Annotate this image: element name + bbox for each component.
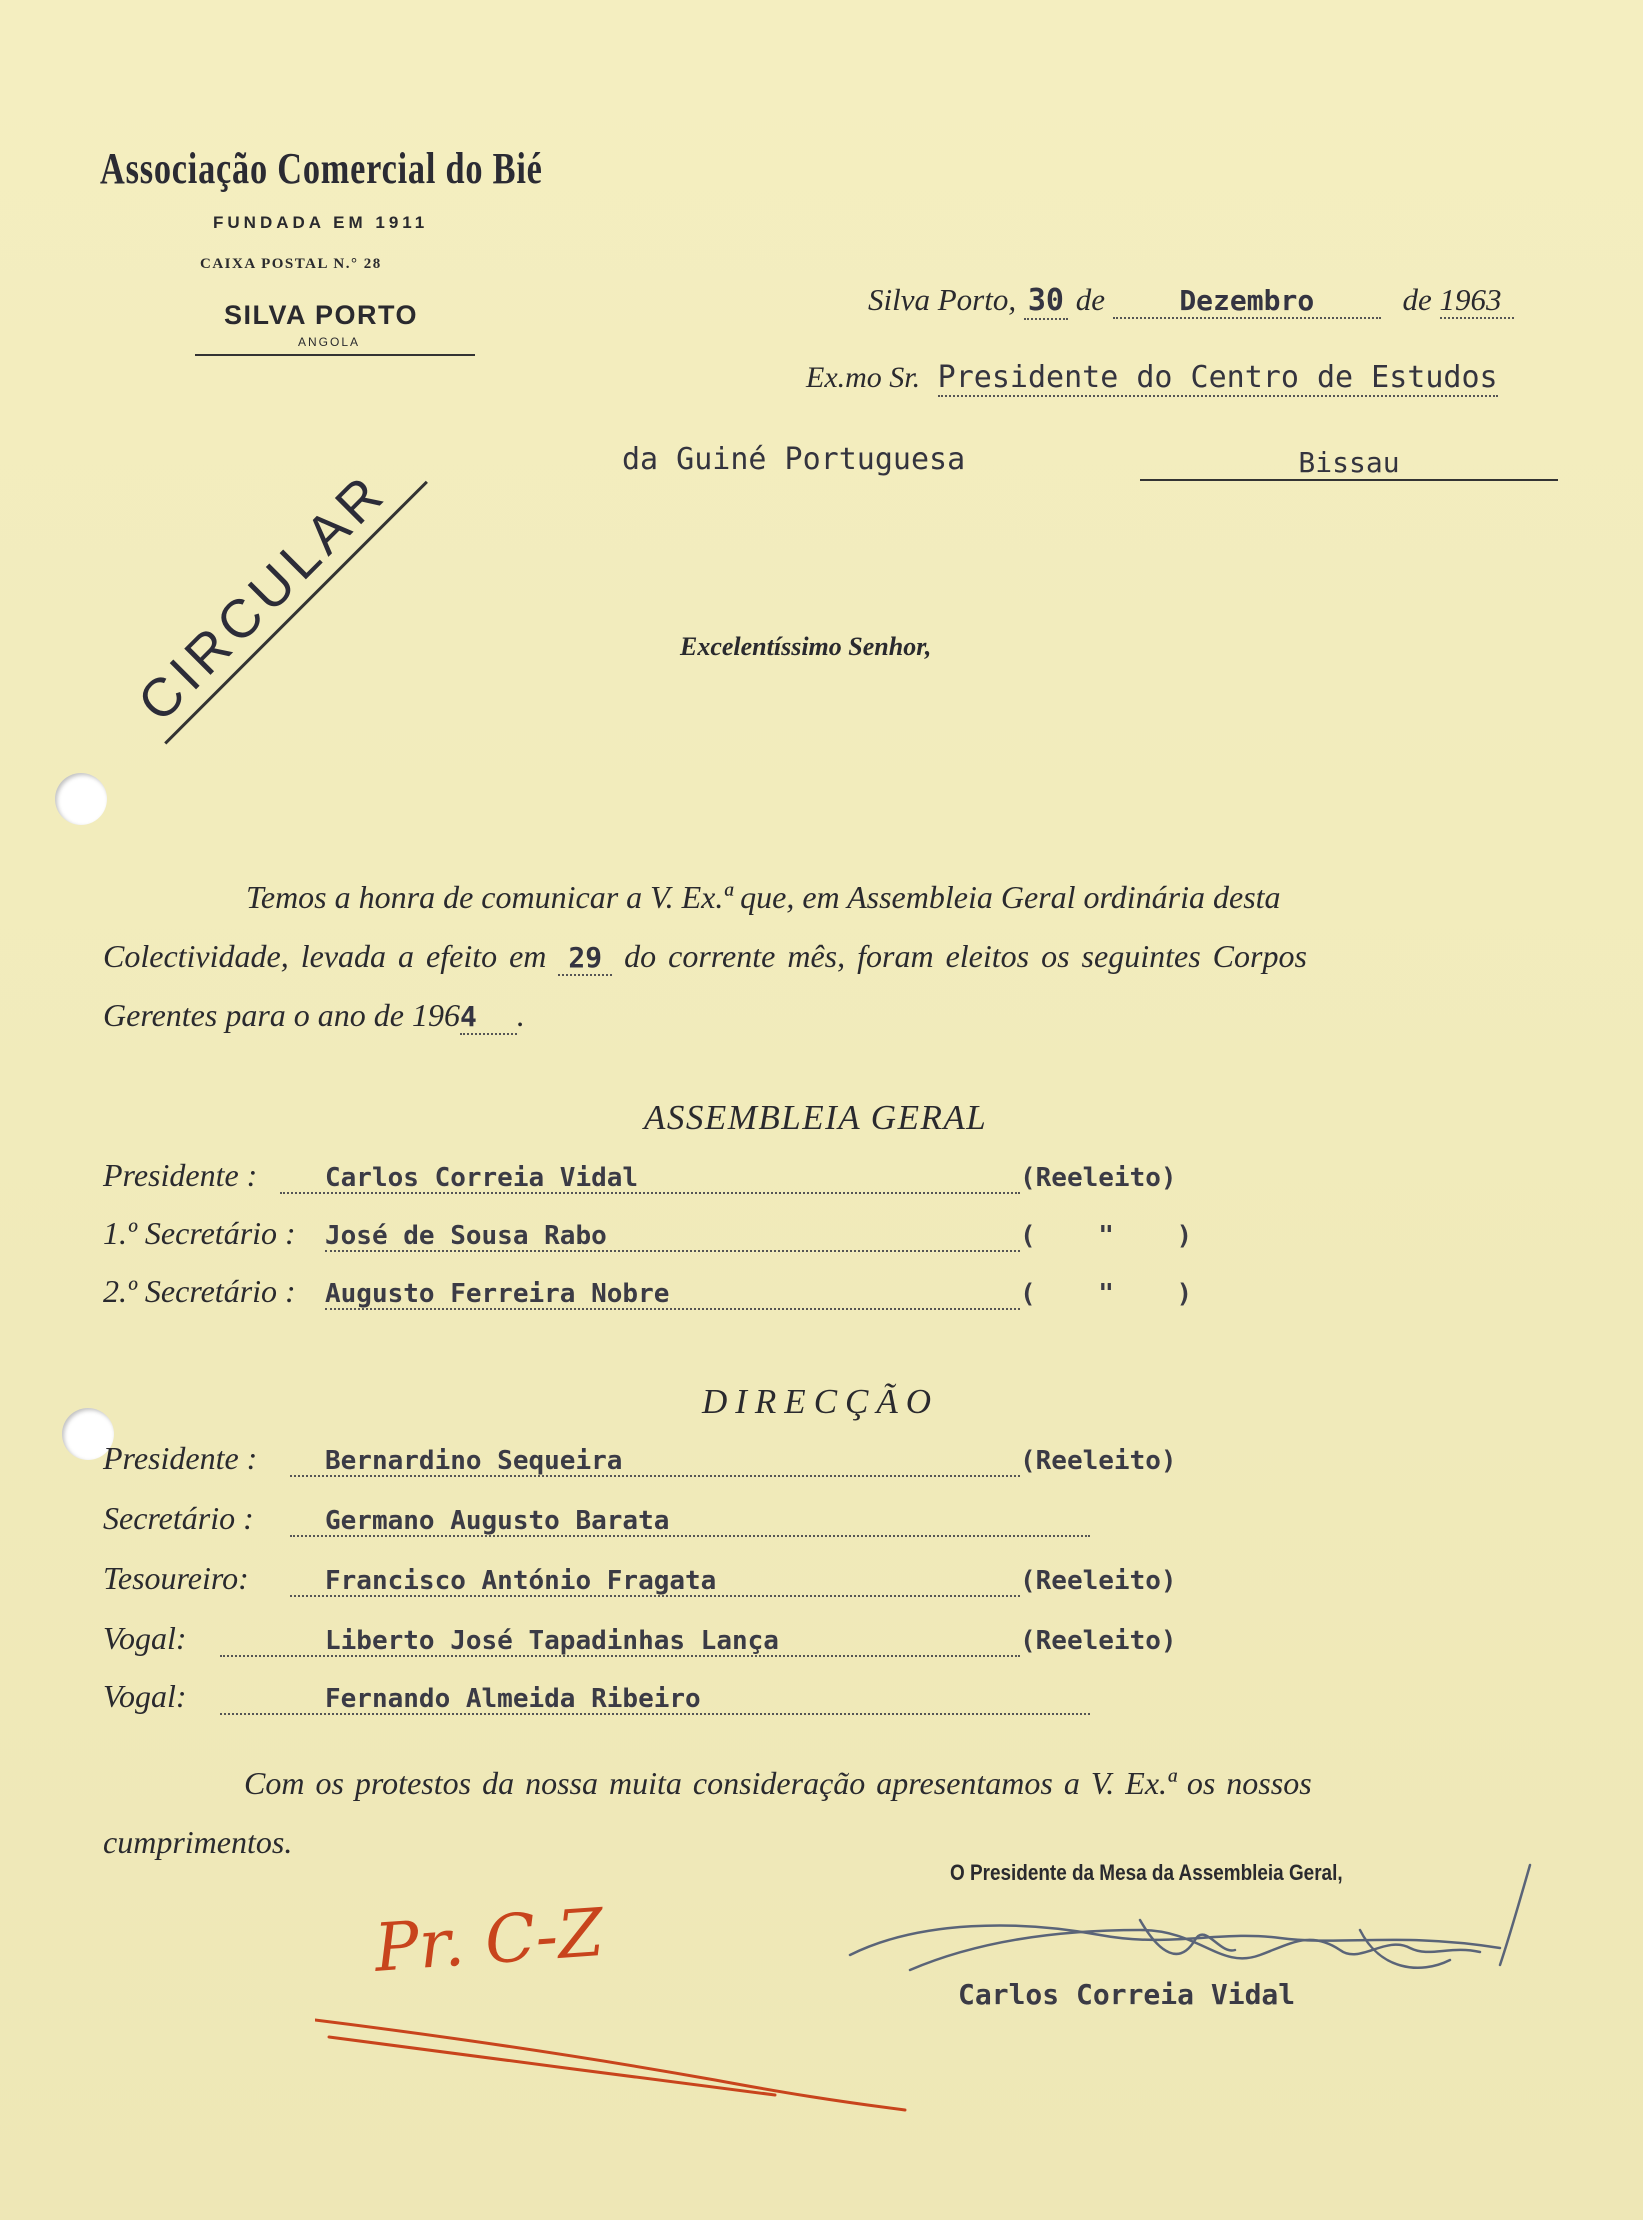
member-name: Fernando Almeida Ribeiro [325, 1684, 701, 1714]
direccao-title: DIRECÇÃO [702, 1382, 940, 1421]
body-line-1: Temos a honra de comunicar a V. Ex.ª que, em Assembleia Geral ordinária desta [246, 879, 1281, 915]
member-name: Carlos Correia Vidal [325, 1163, 639, 1193]
letterhead-rule [195, 354, 475, 356]
addressee-line-2: da Guiné Portuguesa [622, 442, 966, 477]
signatory-name: Carlos Correia Vidal [958, 1978, 1296, 2011]
addressee-line-1 [806, 360, 1498, 395]
assembleia-title: ASSEMBLEIA GERAL [644, 1098, 988, 1137]
circular-stamp [126, 450, 414, 738]
po-box-line: CAIXA POSTAL N.° 28 [200, 256, 382, 272]
row-label: Secretário : [103, 1500, 254, 1536]
member-name: Bernardino Sequeira [325, 1446, 623, 1476]
row-label: Vogal: [103, 1678, 187, 1714]
date-place: Silva Porto, [868, 282, 1017, 317]
meeting-day: 29 [558, 941, 612, 976]
country-line: ANGOLA [298, 335, 361, 349]
red-annotation-text: Pr. C-Z [372, 1894, 607, 1987]
date-de-1: de [1075, 282, 1105, 317]
row-label: Presidente : [103, 1157, 258, 1193]
greeting: Excelentíssimo Senhor, [680, 632, 932, 661]
date-de-2: de [1402, 282, 1432, 317]
member-name: Liberto José Tapadinhas Lança [325, 1626, 779, 1656]
member-name: Augusto Ferreira Nobre [325, 1279, 670, 1309]
signatory-role: O Presidente da Mesa da Assembleia Geral, [950, 1860, 1343, 1885]
row-label: Tesoureiro: [103, 1560, 249, 1596]
member-status: ( " ) [1020, 1221, 1193, 1251]
row-label: Vogal: [103, 1620, 187, 1656]
city-line: SILVA PORTO [224, 300, 419, 330]
row-label: Presidente : [103, 1440, 258, 1476]
row-label: 1.º Secretário : [103, 1215, 296, 1251]
member-status: (Reeleito) [1020, 1163, 1177, 1193]
closing-line-1: Com os protestos da nossa muita consideração apresentamos a V. Ex.ª os nossos [244, 1765, 1312, 1801]
member-name: José de Sousa Rabo [325, 1221, 607, 1251]
body-line-3 [103, 986, 525, 1046]
date-day: 30 [1024, 283, 1068, 320]
member-status: ( " ) [1020, 1279, 1193, 1309]
addressee-location: Bissau [1140, 446, 1558, 481]
addressee-title: Presidente do Centro de Estudos [937, 360, 1498, 395]
dateline [868, 282, 1514, 319]
date-month: Dezembro [1113, 284, 1381, 319]
date-year: 1963 [1440, 282, 1514, 319]
mandate-year-digit: 4 [460, 1000, 517, 1035]
body-line-3-end: . [516, 997, 525, 1033]
member-name: Francisco António Fragata [325, 1566, 717, 1596]
body-line-2-start: Colectividade, levada a efeito em [103, 938, 547, 974]
org-name: Associação Comercial do Bié [100, 144, 543, 193]
body-line-3-start: Gerentes para o ano de 196 [103, 997, 460, 1033]
punch-hole-top [55, 773, 107, 825]
member-status: (Reeleito) [1020, 1566, 1177, 1596]
closing-line-2: cumprimentos. [103, 1824, 293, 1860]
circular-stamp-text: CIRCULAR [126, 461, 399, 734]
body-line-2-end: do corrente mês, foram eleitos os seguintes Corpos [624, 938, 1307, 974]
row-label: 2.º Secretário : [103, 1273, 296, 1309]
founded-line: FUNDADA EM 1911 [213, 213, 429, 232]
member-status: (Reeleito) [1020, 1446, 1177, 1476]
body-line-2 [103, 927, 1307, 987]
member-status: (Reeleito) [1020, 1626, 1177, 1656]
member-name: Germano Augusto Barata [325, 1506, 670, 1536]
addressee-prefix: Ex.mo Sr. [806, 361, 921, 394]
